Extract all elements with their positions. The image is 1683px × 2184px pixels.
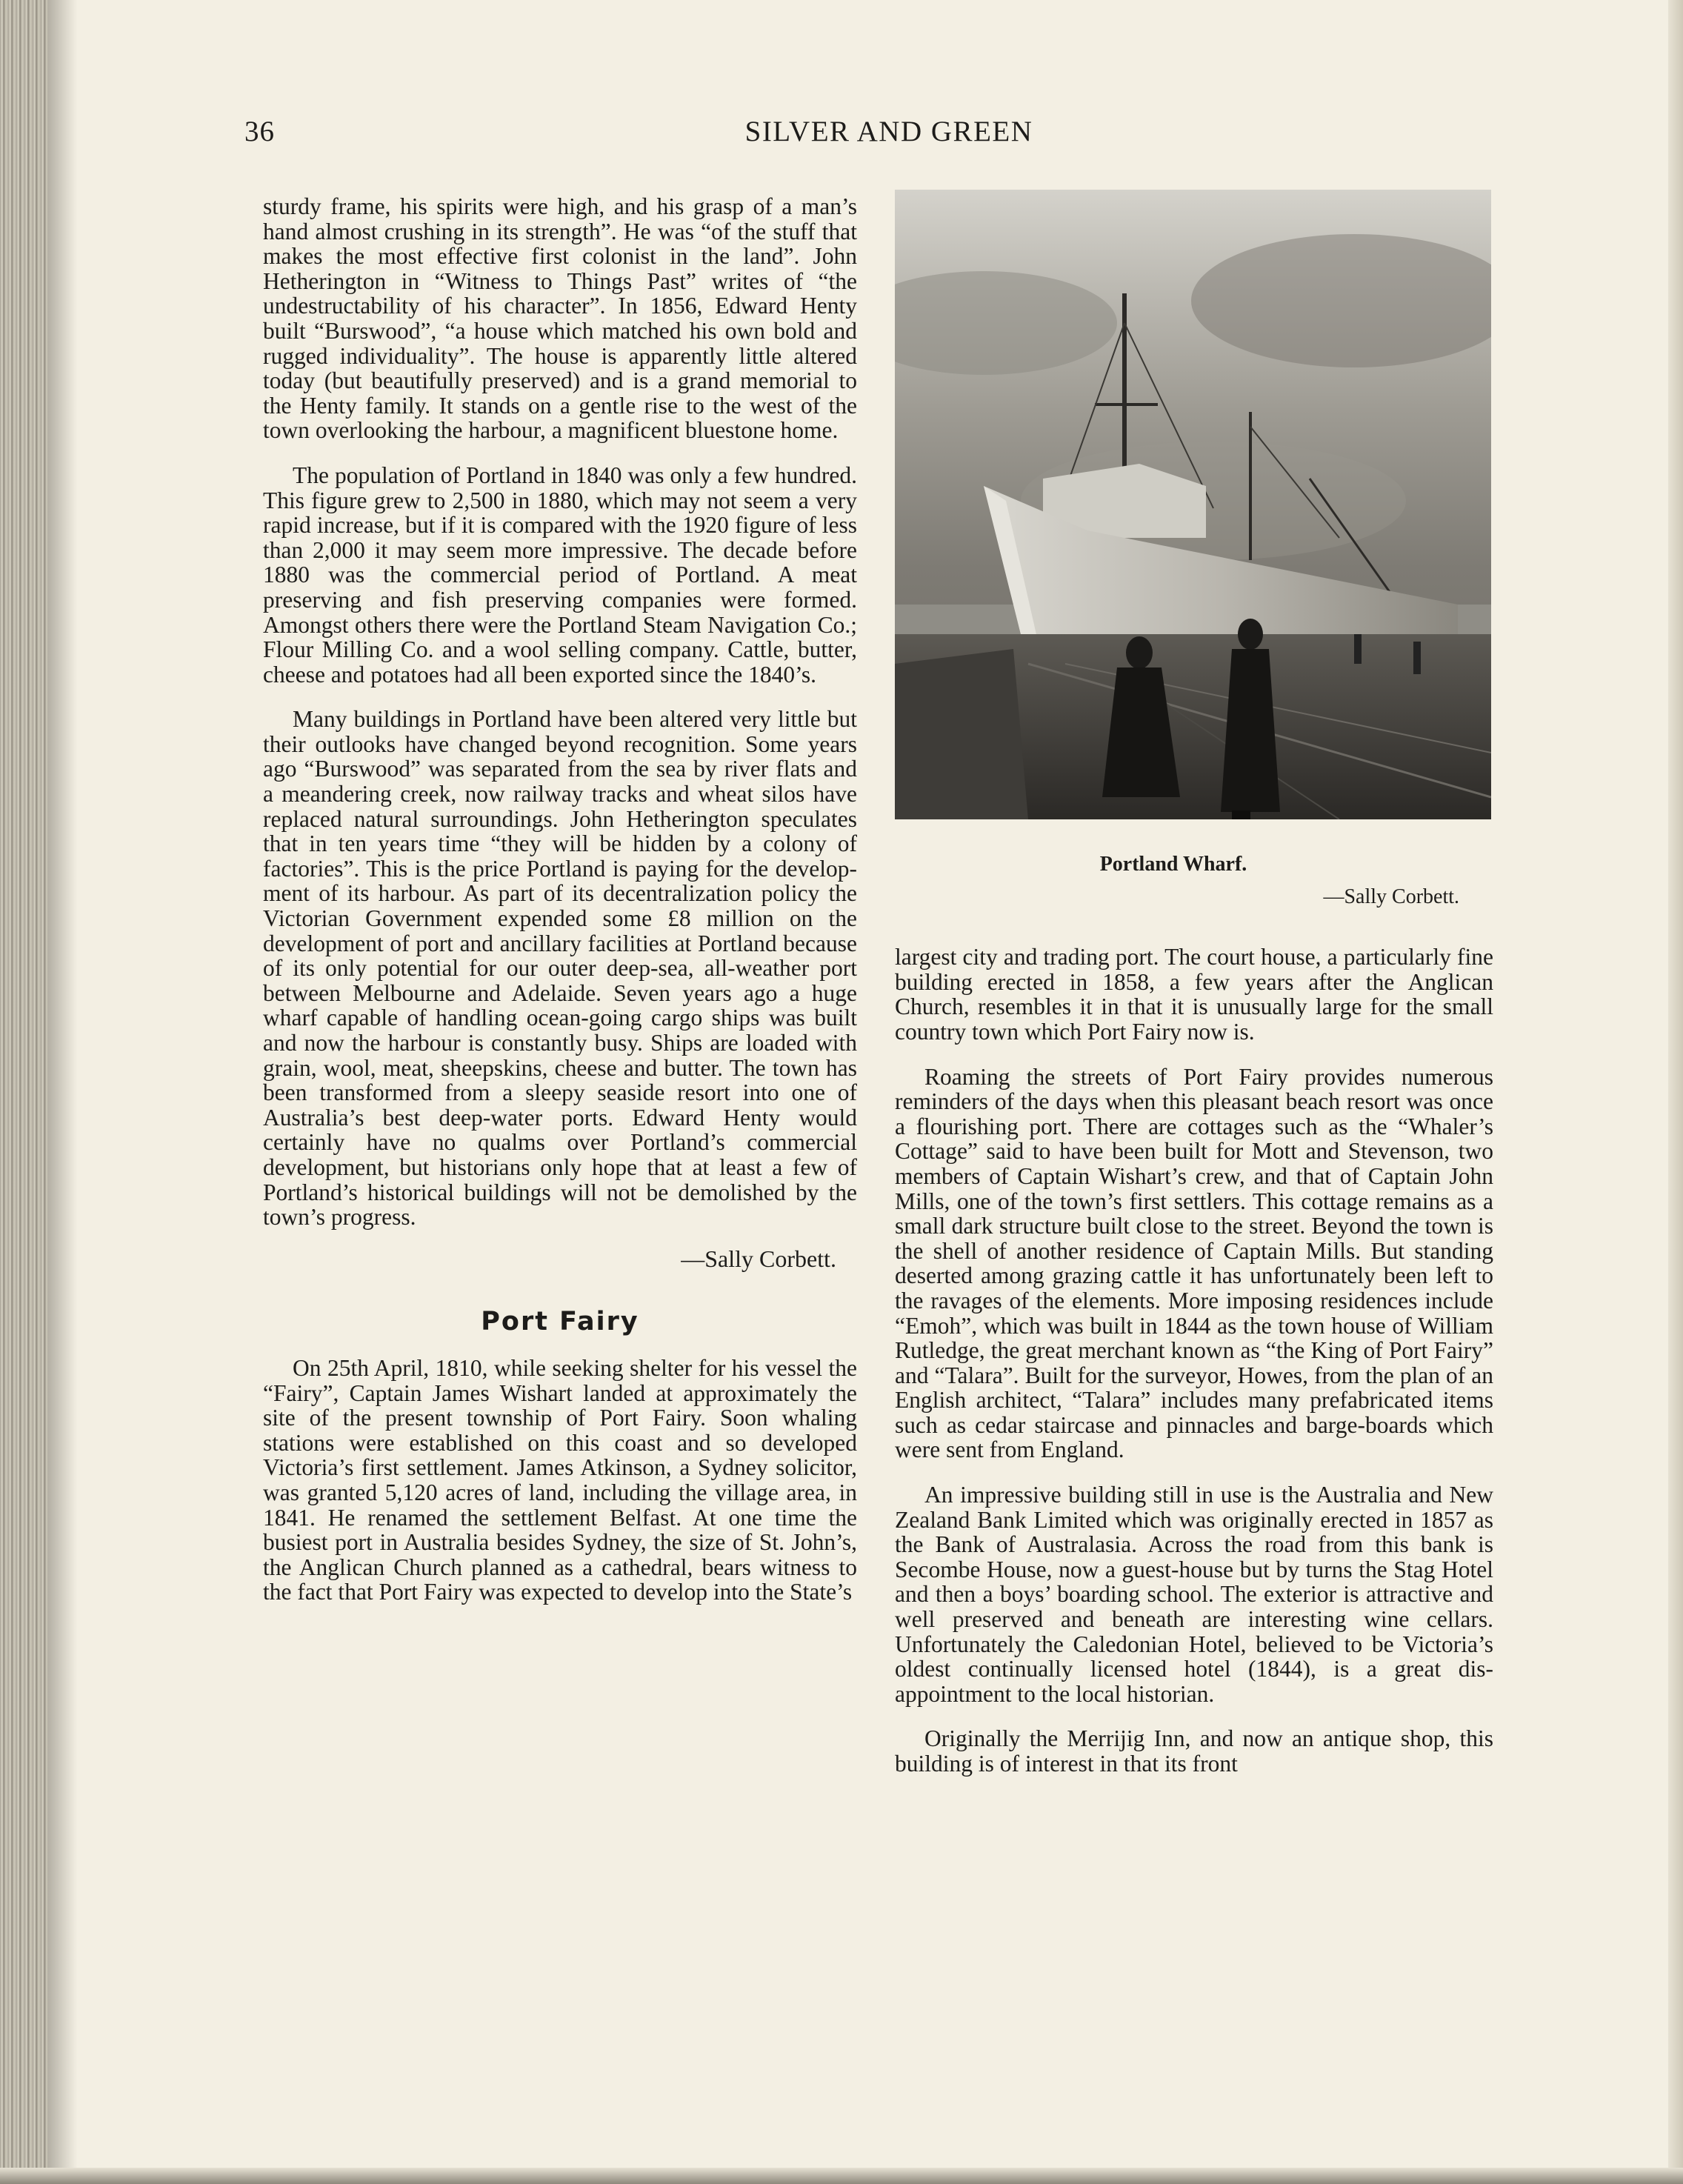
page-header: [244, 115, 1489, 159]
photo-caption: Portland Wharf.: [1099, 853, 1247, 876]
binding-shadow: [47, 0, 77, 2184]
wharf-photo-image: [895, 190, 1491, 819]
photo-portland-wharf: [895, 190, 1491, 819]
paragraph: Many buildings in Portland have been altered very little but their outlooks have changed beyond recognition. Some years ago “Burswood” was separated from the sea by river flats and a meandering creek, now railway tracks and wheat silos have replaced natural surroundings. John Hetherington speculates that in ten years time “they will be hidden by a colony of factories”. This is the price Portland is paying for the development of its harbour. As part of its decentralization policy the Victorian Government expended some £8 million on the development of port and ancillary facilities at Portland because of its only potential for our outer deep-sea, all-weather port between Melbourne and Adelaide. Seven years ago a huge wharf capable of handling ocean-going cargo ships was built and now the harbour is constantly busy. Ships are loaded with grain, wool, meat, sheepskins, cheese and butter. The town has been transformed from a sleepy seaside resort into one of Australia’s best deep-water ports. Edward Henty would certainly have no qualms over Portland’s commercial development, but historians only hope that at least a few of Portland’s historical buildings will not be demolished by the town’s progress.: [263, 706, 857, 1231]
paragraph: largest city and trading port. The court house, a particularly fine building erected in 1858, a few years after the Anglican Church, resembles it in that it is unusually large for the small country town which Port Fairy now is.: [895, 944, 1493, 1045]
left-column: [263, 194, 857, 1605]
right-column: [895, 194, 1493, 1777]
section-heading: Port Fairy: [481, 1307, 639, 1337]
paragraph: On 25th April, 1810, while seeking shelter for his vessel the “Fairy”, Captain James Wishart landed at approximately the site of the present township of Port Fairy. Soon whaling stations were established on this coast and so developed Victoria’s first settlement. James Atkinson, a Sydney solicitor, was granted 5,120 acres of land, including the village area, in 1841. He renamed the settlement Belfast. At one time the busiest port in Australia besides Sydney, the size of St. John’s, the Anglican Church planned as a cathedral, bears witness to the fact that Port Fairy was expected to develop into the State’s: [263, 1354, 857, 1605]
paragraph: An impressive building still in use is the Australia and New Zealand Bank Limited which was originally erected in 1857 as the Bank of Australasia. Across the road from this bank is Secombe House, now a guest-house but by turns the Stag Hotel and then a boys’ boarding school. The exterior is attractive and well preserved and beneath are interesting wine cellars. Unfortunately the Caledonian Hotel, believed to be Victoria’s oldest continually licensed hotel (1844), is a great disappointment to the local historian.: [895, 1482, 1493, 1707]
paragraph: The population of Portland in 1840 was only a few hundred. This figure grew to 2,500 in 1880, which may not seem a very rapid increase, but if it is compared with the 1920 figure of less than 2,000 it may seem more impressive. The decade before 1880 was the commercial period of Portland. A meat preserving and fish preserving companies were formed. Amongst others there were the Portland Steam Navigation Co.; Flour Milling Co. and a wool selling company. Cattle, butter, cheese and potatoes had all been exported since the 1840’s.: [263, 462, 857, 688]
page-edge-right: [1668, 0, 1683, 2184]
paragraph: sturdy frame, his spirits were high, and his grasp of a man’s hand almost crushing in its strength”. He was “of the stuff that makes the most effective first colonist in the land”. John Hetherington in “Witness to Things Past” writes of “the undestructability of his character”. In 1856, Edward Henty built “Burswood”, “a house which matched his own bold and rugged individuality”. The house is apparently little altered today (but beautifully preserved) and is a grand memorial to the Henty family. It stands on a gentle rise to the west of the town overlooking the harbour, a magnificent bluestone home.: [263, 193, 857, 444]
paragraph: Originally the Merrijig Inn, and now an antique shop, this building is of interest in that its front: [895, 1725, 1493, 1777]
photo-credit: —Sally Corbett.: [1323, 885, 1459, 908]
page-edge-bottom: [0, 2168, 1683, 2184]
running-title: SILVER AND GREEN: [744, 116, 1033, 147]
book-binding-edge: [0, 0, 47, 2184]
author-signature: —Sally Corbett.: [681, 1245, 836, 1272]
paragraph: Roaming the streets of Port Fairy provides numerous reminders of the days when this pleasant beach resort was once a flourishing port. There are cottages such as the “Whaler’s Cottage” said to have been built for Mott and Stevenson, two members of Captain Wishart’s crew, and that of Captain John Mills, one of the town’s first settlers. This cottage remains as a small dark structure built close to the street. Beyond the town is the shell of another residence of Captain Mills. But standing deserted among grazing cattle it has unfortunately been left to the ravages of the elements. More imposing residences include “Emoh”, which was built in 1844 as the town house of William Rutledge, the great merchant known as “the King of Port Fairy” and “Talara”. Built for the surveyor, Howes, from the plan of an English architect, “Talara” includes many prefabricated items such as cedar staircase and pinnacles and barge-boards which were sent from England.: [895, 1063, 1493, 1463]
page-number: 36: [244, 116, 275, 147]
